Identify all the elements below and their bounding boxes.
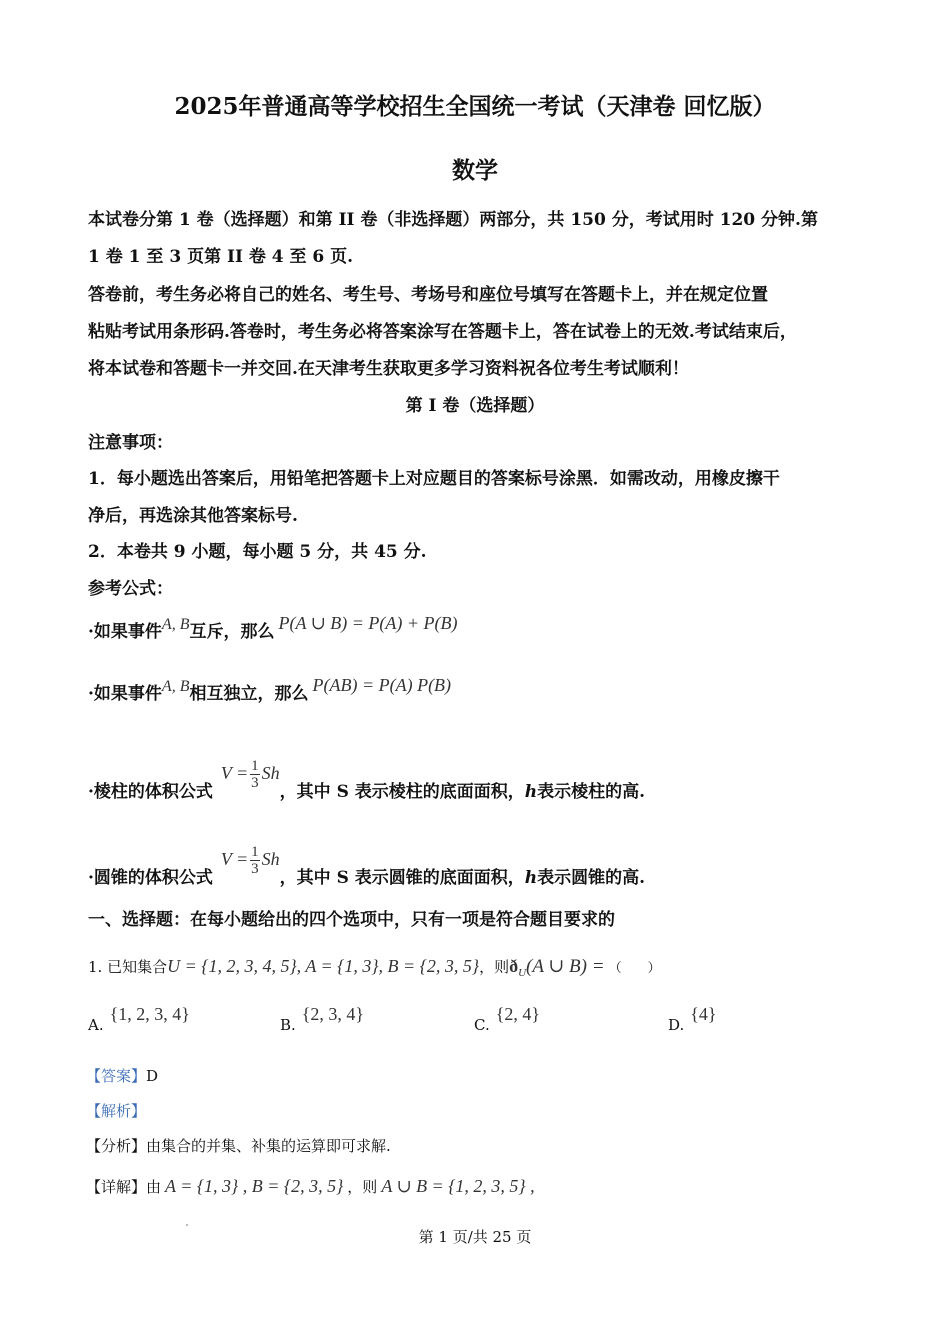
formula-vars: A, B [161,678,190,695]
option-a [88,1004,190,1034]
option-c [474,1004,540,1034]
option-value: {2, 3, 4} [301,1004,365,1024]
formula-text: ，其中 S 表示棱柱的底面面积， [279,782,525,802]
formula-text: 互斥，那么 [189,622,275,642]
answer-paren: （ ） [608,961,661,976]
formula-text: ·棱柱的体积公式 [88,782,213,802]
formula-text: ·如果事件 [88,684,162,704]
formula-text: 表示棱柱的高. [537,782,646,802]
complement-expr: (A ∪ B) = [526,956,605,977]
formula-independent [88,675,452,705]
complement-symbol: ð [509,956,519,976]
detail-math-2: A ∪ B = {1, 2, 3, 5} , [381,1176,535,1196]
option-value: {1, 2, 3, 4} [109,1004,190,1024]
subject-title: 数学 [452,157,498,184]
formula-lhs: V = [220,763,249,783]
formula-vars: A, B [161,616,190,633]
notes-heading: 注意事项： [88,433,173,453]
intro-line-4: 粘贴考试用条形码.答卷时，考生务必将答案涂写在答题卡上，答在试卷上的无效.考试结束后， [88,322,797,342]
answer-tag: 【答案】 [86,1067,147,1085]
formula-text: 表示圆锥的高. [537,868,646,888]
question-1 [88,955,661,979]
intro-line-5: 将本试卷和答题卡一并交回.在天津考生获取更多学习资料祝各位考生考试顺利！ [88,359,689,379]
fraction [250,758,260,791]
fraction [250,844,260,877]
analysis-tag: 【解析】 [86,1102,147,1120]
fenxi-tag: 【分析】 [86,1137,147,1155]
note-2: 2．本卷共 9 小题，每小题 5 分，共 45 分. [88,542,427,562]
fenxi-line [86,1135,391,1156]
formula-text: ·如果事件 [88,622,162,642]
formula-h: h [524,782,538,802]
formula-prism-volume [88,758,646,809]
option-value: {2, 4} [495,1004,540,1024]
formula-cone-volume [88,844,646,895]
option-label: D. [668,1016,685,1034]
volume-formula [221,844,280,877]
fraction-denominator: 3 [251,861,259,877]
formula-mutually-exclusive [88,613,458,643]
intro-line-1: 本试卷分第 1 卷（选择题）和第 II 卷（非选择题）两部分，共 150 分，考试用时 120 分钟.第 [88,210,818,230]
set-a: , A = {1, 3} [296,956,379,976]
detail-then: ，则 [347,1178,378,1196]
exam-title: 2025年普通高等学校招生全国统一考试（天津卷 回忆版） [174,93,776,120]
formula-text: 相互独立，那么 [189,684,309,704]
fenxi-text: 由集合的并集、补集的运算即可求解. [146,1137,391,1155]
formula-math: P(AB) = P(A) P(B) [312,675,452,695]
option-d [668,1004,717,1034]
note-1-line-1: 1．每小题选出答案后，用铅笔把答题卡上对应题目的答案标号涂黑．如需改动，用橡皮擦干 [88,469,780,489]
volume-formula [221,758,280,791]
question-prefix: 1. 已知集合 [88,958,168,976]
set-u: U = {1, 2, 3, 4, 5} [167,956,297,976]
formula-rhs: Sh [261,849,280,869]
fraction-numerator: 1 [251,844,259,860]
part-1-heading: 一、选择题：在每小题给出的四个选项中，只有一项是符合题目要求的 [88,910,615,930]
option-value: {4} [690,1004,717,1024]
formula-heading: 参考公式： [88,579,173,599]
formula-rhs: Sh [261,763,280,783]
intro-line-2: 1 卷 1 至 3 页第 II 卷 4 至 6 页. [88,247,354,267]
detail-line [86,1176,535,1197]
detail-math-1: A = {1, 3} , B = {2, 3, 5} [165,1176,344,1196]
set-b: , B = {2, 3, 5} [378,956,480,976]
detail-tag: 【详解】 [86,1178,147,1196]
fraction-numerator: 1 [251,758,259,774]
formula-lhs: V = [220,849,249,869]
note-1-line-2: 净后，再选涂其他答案标号. [88,506,298,526]
analysis-line [86,1100,146,1121]
complement-sub: U [518,967,527,979]
answer-line [86,1065,158,1086]
page-footer: 第 1 页/共 25 页 [418,1228,532,1246]
option-label: C. [474,1016,490,1034]
section-heading: 第 I 卷（选择题） [405,396,545,416]
option-b [280,1004,365,1034]
detail-prefix: 由 [146,1178,162,1196]
formula-text: ，其中 S 表示圆锥的底面面积， [279,868,525,888]
option-label: A. [88,1016,104,1034]
formula-text: ·圆锥的体积公式 [88,868,213,888]
formula-h: h [524,868,538,888]
formula-math: P(A ∪ B) = P(A) + P(B) [278,613,458,633]
option-label: B. [280,1016,296,1034]
intro-line-3: 答卷前，考生务必将自己的姓名、考生号、考场号和座位号填写在答题卡上，并在规定位置 [88,285,768,305]
fraction-denominator: 3 [251,775,259,791]
question-then: ，则 [479,958,510,976]
answer-value: D [146,1067,159,1085]
